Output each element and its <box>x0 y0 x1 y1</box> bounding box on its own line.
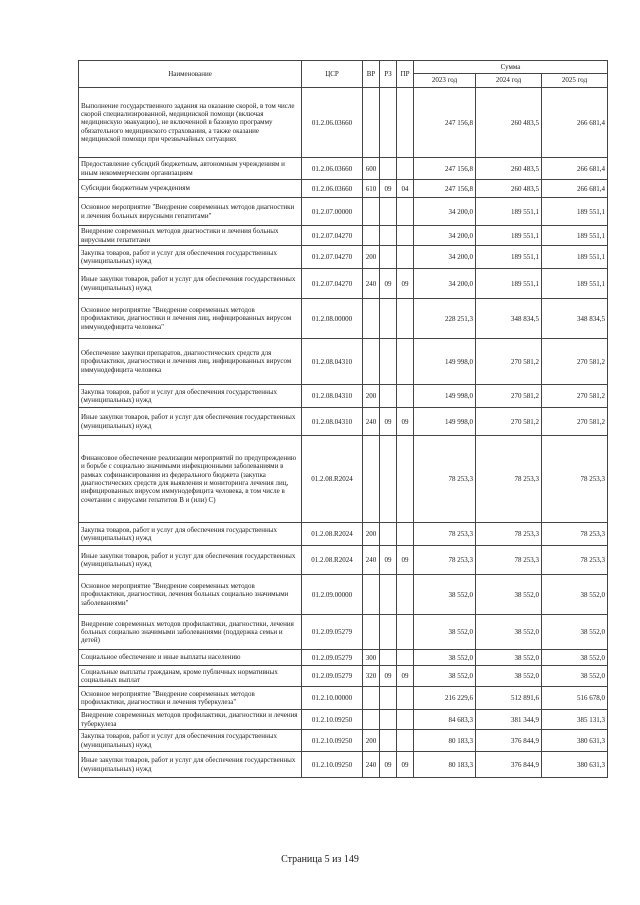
table-row <box>79 666 608 687</box>
cell-vr: 240 <box>363 546 380 575</box>
cell-name: Финансовое обеспечение реализации мероприятий по предупреждению и борьбе с социально значимыми инфекционными заболеваниями в рамках софинансирования из федерального бюджета (закупка диагностических средств для выявления и мониторинга лечения лиц, инфицированных вирусом иммунодефицита человека, в том числе в сочетании с вирусами гепатитов B и (или) C) <box>79 436 302 523</box>
cell-2025: 270 581,2 <box>542 385 608 408</box>
cell-vr: 300 <box>363 650 380 666</box>
cell-2024: 376 844,9 <box>476 730 542 752</box>
cell-csr: 01.2.06.03660 <box>302 180 363 198</box>
table-row <box>79 180 608 198</box>
cell-rz <box>380 226 397 246</box>
cell-2025: 270 581,2 <box>542 339 608 385</box>
cell-pr <box>397 246 414 269</box>
cell-2025: 38 552,0 <box>542 615 608 650</box>
cell-2024: 38 552,0 <box>476 650 542 666</box>
cell-vr: 200 <box>363 523 380 546</box>
cell-2025: 380 631,3 <box>542 730 608 752</box>
cell-vr: 240 <box>363 269 380 299</box>
cell-2025: 189 551,1 <box>542 269 608 299</box>
cell-csr: 01.2.06.03660 <box>302 88 363 158</box>
cell-2023: 78 253,3 <box>414 436 476 523</box>
table-row <box>79 408 608 436</box>
cell-rz <box>380 436 397 523</box>
cell-vr <box>363 88 380 158</box>
cell-pr <box>397 198 414 226</box>
cell-name: Основное мероприятие "Внедрение современных методов профилактики, диагностики, лечения больных социально значимыми заболеваниями" <box>79 575 302 615</box>
cell-2025: 266 681,4 <box>542 180 608 198</box>
cell-2023: 84 683,3 <box>414 710 476 730</box>
cell-2023: 38 552,0 <box>414 575 476 615</box>
cell-2023: 247 156,8 <box>414 180 476 198</box>
cell-rz <box>380 385 397 408</box>
cell-csr: 01.2.08.04310 <box>302 385 363 408</box>
cell-rz <box>380 650 397 666</box>
cell-2023: 34 200,0 <box>414 226 476 246</box>
header-pr: ПР <box>397 61 414 88</box>
cell-pr: 09 <box>397 408 414 436</box>
cell-2025: 78 253,3 <box>542 436 608 523</box>
cell-vr <box>363 436 380 523</box>
cell-name: Основное мероприятие "Внедрение современных методов диагностики и лечения больных вирусными гепатитами" <box>79 198 302 226</box>
cell-2025: 516 678,0 <box>542 687 608 710</box>
cell-2023: 149 998,0 <box>414 339 476 385</box>
cell-2023: 228 251,3 <box>414 299 476 339</box>
cell-pr <box>397 615 414 650</box>
cell-2023: 78 253,3 <box>414 546 476 575</box>
cell-vr: 200 <box>363 385 380 408</box>
cell-2024: 260 483,5 <box>476 180 542 198</box>
cell-rz <box>380 158 397 180</box>
cell-2023: 247 156,8 <box>414 88 476 158</box>
cell-pr <box>397 687 414 710</box>
cell-2024: 38 552,0 <box>476 575 542 615</box>
cell-name: Выполнение государственного задания на оказание скорой, в том числе скорой специализированной, медицинской помощи (включая медицинскую эвакуацию), не включенной в базовую программу обязательного медицинского страхования, а также оказание медицинской помощи при чрезвычайных ситуациях <box>79 88 302 158</box>
cell-name: Социальные выплаты гражданам, кроме публичных нормативных социальных выплат <box>79 666 302 687</box>
table-row <box>79 246 608 269</box>
cell-csr: 01.2.08.R2024 <box>302 436 363 523</box>
cell-vr <box>363 299 380 339</box>
table-row <box>79 385 608 408</box>
cell-csr: 01.2.10.00000 <box>302 687 363 710</box>
cell-rz: 09 <box>380 666 397 687</box>
cell-pr <box>397 88 414 158</box>
cell-2024: 512 891,6 <box>476 687 542 710</box>
cell-csr: 01.2.08.R2024 <box>302 523 363 546</box>
cell-pr <box>397 650 414 666</box>
cell-rz <box>380 299 397 339</box>
cell-csr: 01.2.07.04270 <box>302 226 363 246</box>
table-row <box>79 575 608 615</box>
cell-vr: 600 <box>363 158 380 180</box>
cell-pr <box>397 710 414 730</box>
table-row <box>79 226 608 246</box>
cell-2025: 270 581,2 <box>542 408 608 436</box>
cell-csr: 01.2.09.05279 <box>302 666 363 687</box>
cell-2024: 78 253,3 <box>476 546 542 575</box>
cell-pr <box>397 730 414 752</box>
cell-2025: 38 552,0 <box>542 666 608 687</box>
cell-vr: 320 <box>363 666 380 687</box>
cell-name: Внедрение современных методов профилактики, диагностики, лечения больных социально значимыми заболеваниями (поддержка семьи и детей) <box>79 615 302 650</box>
cell-2024: 189 551,1 <box>476 269 542 299</box>
cell-csr: 01.2.08.04310 <box>302 339 363 385</box>
table-row <box>79 88 608 158</box>
cell-2024: 38 552,0 <box>476 666 542 687</box>
cell-2024: 260 483,5 <box>476 158 542 180</box>
cell-name: Закупка товаров, работ и услуг для обеспечения государственных (муниципальных) нужд <box>79 385 302 408</box>
cell-name: Закупка товаров, работ и услуг для обеспечения государственных (муниципальных) нужд <box>79 730 302 752</box>
cell-vr <box>363 615 380 650</box>
cell-rz <box>380 575 397 615</box>
header-year-2023: 2023 год <box>414 74 476 88</box>
cell-csr: 01.2.10.09250 <box>302 710 363 730</box>
table-row <box>79 523 608 546</box>
cell-pr: 09 <box>397 752 414 778</box>
cell-name: Основное мероприятие "Внедрение современных методов профилактики, диагностики и лечения туберкулеза" <box>79 687 302 710</box>
cell-vr: 610 <box>363 180 380 198</box>
cell-vr: 240 <box>363 408 380 436</box>
cell-rz: 09 <box>380 269 397 299</box>
cell-2023: 149 998,0 <box>414 385 476 408</box>
cell-rz <box>380 246 397 269</box>
cell-2025: 38 552,0 <box>542 575 608 615</box>
cell-2025: 38 552,0 <box>542 650 608 666</box>
cell-pr <box>397 299 414 339</box>
cell-2025: 78 253,3 <box>542 546 608 575</box>
cell-2023: 38 552,0 <box>414 650 476 666</box>
cell-2025: 385 131,3 <box>542 710 608 730</box>
cell-rz <box>380 615 397 650</box>
cell-name: Обеспечение закупки препаратов, диагностических средств для профилактики, диагностики и лечения лиц, инфицированных вирусом иммунодефицита человека <box>79 339 302 385</box>
cell-rz: 09 <box>380 546 397 575</box>
cell-name: Иные закупки товаров, работ и услуг для обеспечения государственных (муниципальных) нужд <box>79 546 302 575</box>
header-row-top <box>79 61 608 74</box>
cell-csr: 01.2.09.05279 <box>302 650 363 666</box>
cell-name: Социальное обеспечение и иные выплаты населению <box>79 650 302 666</box>
cell-csr: 01.2.09.00000 <box>302 575 363 615</box>
cell-2023: 80 183,3 <box>414 752 476 778</box>
cell-2023: 38 552,0 <box>414 666 476 687</box>
cell-name: Закупка товаров, работ и услуг для обеспечения государственных (муниципальных) нужд <box>79 246 302 269</box>
cell-pr <box>397 575 414 615</box>
cell-2024: 78 253,3 <box>476 436 542 523</box>
cell-2025: 348 834,5 <box>542 299 608 339</box>
table-row <box>79 299 608 339</box>
cell-2025: 380 631,3 <box>542 752 608 778</box>
cell-rz <box>380 339 397 385</box>
table-row <box>79 269 608 299</box>
cell-pr <box>397 523 414 546</box>
cell-csr: 01.2.08.R2024 <box>302 546 363 575</box>
cell-name: Внедрение современных методов диагностики и лечения больных вирусными гепатитами <box>79 226 302 246</box>
cell-vr: 200 <box>363 246 380 269</box>
cell-2024: 38 552,0 <box>476 615 542 650</box>
cell-csr: 01.2.07.04270 <box>302 246 363 269</box>
cell-name: Закупка товаров, работ и услуг для обеспечения государственных (муниципальных) нужд <box>79 523 302 546</box>
cell-vr: 200 <box>363 730 380 752</box>
cell-csr: 01.2.07.00000 <box>302 198 363 226</box>
cell-rz <box>380 710 397 730</box>
cell-2024: 270 581,2 <box>476 339 542 385</box>
cell-vr <box>363 575 380 615</box>
header-year-2024: 2024 год <box>476 74 542 88</box>
cell-pr: 09 <box>397 666 414 687</box>
table-row <box>79 339 608 385</box>
cell-2025: 266 681,4 <box>542 88 608 158</box>
cell-name: Предоставление субсидий бюджетным, автономным учреждениям и иным некоммерческим организациям <box>79 158 302 180</box>
table-row <box>79 198 608 226</box>
cell-2023: 247 156,8 <box>414 158 476 180</box>
header-sum: Сумма <box>414 61 608 74</box>
cell-pr: 09 <box>397 546 414 575</box>
cell-2023: 149 998,0 <box>414 408 476 436</box>
cell-csr: 01.2.10.09250 <box>302 730 363 752</box>
cell-name: Иные закупки товаров, работ и услуг для обеспечения государственных (муниципальных) нужд <box>79 408 302 436</box>
table-row <box>79 546 608 575</box>
header-vr: ВР <box>363 61 380 88</box>
cell-rz <box>380 687 397 710</box>
cell-2025: 266 681,4 <box>542 158 608 180</box>
cell-vr <box>363 339 380 385</box>
cell-2023: 78 253,3 <box>414 523 476 546</box>
header-rz: РЗ <box>380 61 397 88</box>
cell-pr: 09 <box>397 269 414 299</box>
cell-vr <box>363 710 380 730</box>
cell-2023: 34 200,0 <box>414 269 476 299</box>
page-number: Страница 5 из 149 <box>281 854 359 865</box>
cell-vr <box>363 226 380 246</box>
cell-2024: 189 551,1 <box>476 226 542 246</box>
cell-2024: 376 844,9 <box>476 752 542 778</box>
cell-pr <box>397 436 414 523</box>
header-csr: ЦСР <box>302 61 363 88</box>
cell-vr: 240 <box>363 752 380 778</box>
table-row <box>79 650 608 666</box>
table-row <box>79 436 608 523</box>
cell-pr <box>397 158 414 180</box>
cell-pr <box>397 339 414 385</box>
cell-csr: 01.2.07.04270 <box>302 269 363 299</box>
cell-csr: 01.2.08.04310 <box>302 408 363 436</box>
cell-2025: 189 551,1 <box>542 246 608 269</box>
cell-rz <box>380 730 397 752</box>
cell-rz <box>380 198 397 226</box>
table-row <box>79 730 608 752</box>
cell-2024: 189 551,1 <box>476 198 542 226</box>
cell-pr <box>397 385 414 408</box>
cell-2023: 34 200,0 <box>414 198 476 226</box>
cell-csr: 01.2.08.00000 <box>302 299 363 339</box>
cell-2024: 260 483,5 <box>476 88 542 158</box>
cell-2025: 78 253,3 <box>542 523 608 546</box>
cell-name: Субсидии бюджетным учреждениям <box>79 180 302 198</box>
cell-2024: 270 581,2 <box>476 408 542 436</box>
cell-rz: 09 <box>380 752 397 778</box>
cell-vr <box>363 198 380 226</box>
table-row <box>79 687 608 710</box>
cell-pr: 04 <box>397 180 414 198</box>
cell-2023: 38 552,0 <box>414 615 476 650</box>
cell-rz <box>380 88 397 158</box>
cell-pr <box>397 226 414 246</box>
cell-name: Внедрение современных методов профилактики, диагностики и лечения туберкулеза <box>79 710 302 730</box>
cell-rz <box>380 523 397 546</box>
table-row <box>79 752 608 778</box>
cell-2024: 270 581,2 <box>476 385 542 408</box>
budget-table <box>78 60 608 778</box>
cell-csr: 01.2.09.05279 <box>302 615 363 650</box>
table-body <box>79 88 608 778</box>
cell-2024: 381 344,9 <box>476 710 542 730</box>
table-row <box>79 615 608 650</box>
table-row <box>79 710 608 730</box>
table-row <box>79 158 608 180</box>
cell-2025: 189 551,1 <box>542 226 608 246</box>
cell-2023: 80 183,3 <box>414 730 476 752</box>
cell-2024: 78 253,3 <box>476 523 542 546</box>
cell-name: Иные закупки товаров, работ и услуг для обеспечения государственных (муниципальных) нужд <box>79 752 302 778</box>
cell-rz: 09 <box>380 180 397 198</box>
cell-vr <box>363 687 380 710</box>
cell-2024: 348 834,5 <box>476 299 542 339</box>
cell-csr: 01.2.06.03660 <box>302 158 363 180</box>
cell-2024: 189 551,1 <box>476 246 542 269</box>
cell-rz: 09 <box>380 408 397 436</box>
cell-name: Иные закупки товаров, работ и услуг для обеспечения государственных (муниципальных) нужд <box>79 269 302 299</box>
cell-2023: 34 200,0 <box>414 246 476 269</box>
header-year-2025: 2025 год <box>542 74 608 88</box>
cell-2025: 189 551,1 <box>542 198 608 226</box>
header-name: Наименование <box>79 61 302 88</box>
cell-2023: 216 229,6 <box>414 687 476 710</box>
cell-name: Основное мероприятие "Внедрение современных методов профилактики, диагностики и лечения лиц, инфицированных вирусом иммунодефицита человека" <box>79 299 302 339</box>
cell-csr: 01.2.10.09250 <box>302 752 363 778</box>
